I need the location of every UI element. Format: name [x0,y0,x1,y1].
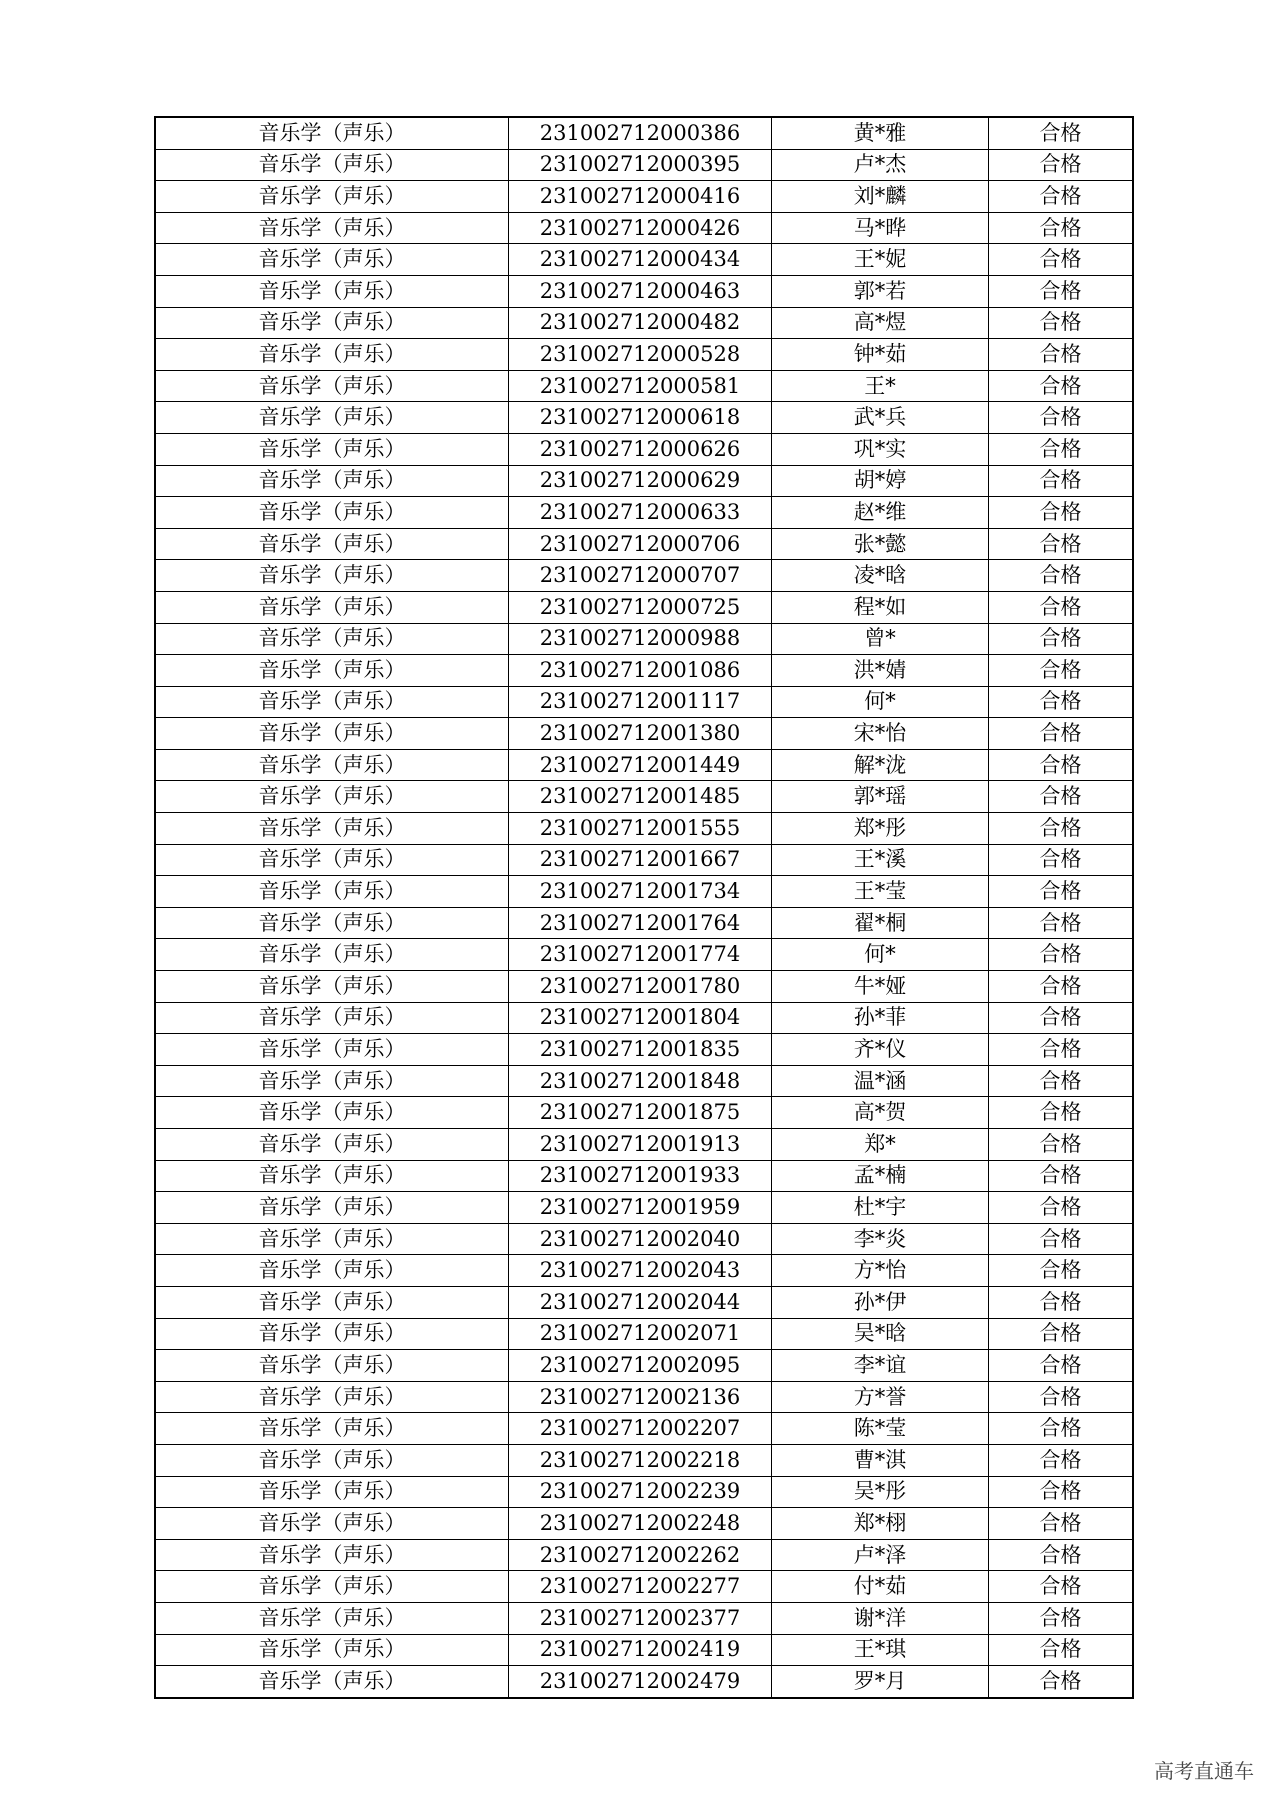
candidate-id-cell: 231002712002277 [509,1571,772,1603]
table-row [155,370,1133,402]
major-cell: 音乐学（声乐） [155,1318,509,1350]
table-row [155,844,1133,876]
table-row [155,1634,1133,1666]
table-row [155,1034,1133,1066]
result-cell: 合格 [989,1476,1134,1508]
table-row [155,1318,1133,1350]
candidate-id-cell: 231002712000988 [509,623,772,655]
candidate-id-cell: 231002712001933 [509,1160,772,1192]
candidate-id-cell: 231002712000725 [509,591,772,623]
table-row [155,1097,1133,1129]
table-row [155,1602,1133,1634]
table-row [155,1571,1133,1603]
result-cell: 合格 [989,212,1134,244]
result-cell: 合格 [989,1413,1134,1445]
major-cell: 音乐学（声乐） [155,149,509,181]
candidate-name-cell: 钟*茹 [772,339,989,371]
result-cell: 合格 [989,749,1134,781]
candidate-name-cell: 罗*月 [772,1666,989,1698]
candidate-name-cell: 谢*洋 [772,1602,989,1634]
candidate-id-cell: 231002712002377 [509,1602,772,1634]
candidate-id-cell: 231002712000463 [509,275,772,307]
table-row [155,781,1133,813]
candidate-id-cell: 231002712000633 [509,497,772,529]
candidate-name-cell: 杜*宇 [772,1192,989,1224]
candidate-name-cell: 解*泷 [772,749,989,781]
result-cell: 合格 [989,1381,1134,1413]
major-cell: 音乐学（声乐） [155,1097,509,1129]
candidate-name-cell: 赵*维 [772,497,989,529]
candidate-id-cell: 231002712000581 [509,370,772,402]
major-cell: 音乐学（声乐） [155,1666,509,1698]
major-cell: 音乐学（声乐） [155,971,509,1003]
candidate-id-cell: 231002712001449 [509,749,772,781]
result-cell: 合格 [989,433,1134,465]
candidate-name-cell: 郑*彤 [772,813,989,845]
result-cell: 合格 [989,465,1134,497]
candidate-id-cell: 231002712001875 [509,1097,772,1129]
candidate-name-cell: 方*誉 [772,1381,989,1413]
candidate-id-cell: 231002712002071 [509,1318,772,1350]
major-cell: 音乐学（声乐） [155,402,509,434]
candidate-name-cell: 王*妮 [772,244,989,276]
candidate-id-cell: 231002712001117 [509,686,772,718]
result-cell: 合格 [989,939,1134,971]
result-cell: 合格 [989,718,1134,750]
table-row [155,402,1133,434]
candidate-name-cell: 王*琪 [772,1634,989,1666]
major-cell: 音乐学（声乐） [155,181,509,213]
table-row [155,907,1133,939]
major-cell: 音乐学（声乐） [155,1508,509,1540]
major-cell: 音乐学（声乐） [155,1413,509,1445]
major-cell: 音乐学（声乐） [155,465,509,497]
result-cell: 合格 [989,813,1134,845]
candidate-name-cell: 郭*瑶 [772,781,989,813]
table-row [155,591,1133,623]
candidate-id-cell: 231002712001835 [509,1034,772,1066]
candidate-name-cell: 牛*娅 [772,971,989,1003]
candidate-name-cell: 洪*婧 [772,655,989,687]
table-row [155,339,1133,371]
candidate-name-cell: 温*涵 [772,1065,989,1097]
candidate-id-cell: 231002712002207 [509,1413,772,1445]
candidate-id-cell: 231002712000416 [509,181,772,213]
candidate-name-cell: 卢*杰 [772,149,989,181]
candidate-name-cell: 何* [772,686,989,718]
result-cell: 合格 [989,1318,1134,1350]
table-row [155,1350,1133,1382]
result-cell: 合格 [989,1160,1134,1192]
candidate-name-cell: 卢*泽 [772,1539,989,1571]
candidate-name-cell: 宋*怡 [772,718,989,750]
candidate-id-cell: 231002712001774 [509,939,772,971]
table-row [155,1539,1133,1571]
table-row [155,1476,1133,1508]
candidate-id-cell: 231002712001804 [509,1002,772,1034]
candidate-name-cell: 刘*麟 [772,181,989,213]
table-row [155,939,1133,971]
candidate-id-cell: 231002712002136 [509,1381,772,1413]
result-cell: 合格 [989,181,1134,213]
result-cell: 合格 [989,781,1134,813]
major-cell: 音乐学（声乐） [155,813,509,845]
major-cell: 音乐学（声乐） [155,1571,509,1603]
candidate-id-cell: 231002712001555 [509,813,772,845]
candidate-id-cell: 231002712001848 [509,1065,772,1097]
table-row [155,1255,1133,1287]
result-cell: 合格 [989,907,1134,939]
table-row [155,813,1133,845]
table-row [155,244,1133,276]
result-cell: 合格 [989,1508,1134,1540]
major-cell: 音乐学（声乐） [155,655,509,687]
result-cell: 合格 [989,1634,1134,1666]
candidate-name-cell: 曾* [772,623,989,655]
candidate-id-cell: 231002712001764 [509,907,772,939]
candidate-name-cell: 郑*栩 [772,1508,989,1540]
candidate-id-cell: 231002712002044 [509,1286,772,1318]
table-row [155,1129,1133,1161]
result-cell: 合格 [989,560,1134,592]
table-row [155,749,1133,781]
major-cell: 音乐学（声乐） [155,1129,509,1161]
result-cell: 合格 [989,1286,1134,1318]
table-row [155,1192,1133,1224]
candidate-name-cell: 何* [772,939,989,971]
major-cell: 音乐学（声乐） [155,307,509,339]
major-cell: 音乐学（声乐） [155,275,509,307]
result-cell: 合格 [989,149,1134,181]
candidate-name-cell: 马*晔 [772,212,989,244]
candidate-name-cell: 孟*楠 [772,1160,989,1192]
major-cell: 音乐学（声乐） [155,1160,509,1192]
candidate-id-cell: 231002712002239 [509,1476,772,1508]
table-row [155,971,1133,1003]
major-cell: 音乐学（声乐） [155,560,509,592]
result-cell: 合格 [989,1444,1134,1476]
candidate-id-cell: 231002712002419 [509,1634,772,1666]
candidate-name-cell: 李*谊 [772,1350,989,1382]
candidate-id-cell: 231002712002043 [509,1255,772,1287]
table-row [155,1160,1133,1192]
major-cell: 音乐学（声乐） [155,1634,509,1666]
candidate-id-cell: 231002712002040 [509,1223,772,1255]
result-cell: 合格 [989,1097,1134,1129]
table-row [155,560,1133,592]
result-cell: 合格 [989,876,1134,908]
result-cell: 合格 [989,844,1134,876]
candidate-name-cell: 曹*淇 [772,1444,989,1476]
major-cell: 音乐学（声乐） [155,1223,509,1255]
table-row [155,623,1133,655]
table-row [155,876,1133,908]
table-row [155,1223,1133,1255]
result-cell: 合格 [989,402,1134,434]
major-cell: 音乐学（声乐） [155,244,509,276]
result-cell: 合格 [989,1065,1134,1097]
result-cell: 合格 [989,497,1134,529]
candidate-name-cell: 胡*婷 [772,465,989,497]
result-cell: 合格 [989,655,1134,687]
table-row [155,465,1133,497]
table-row [155,433,1133,465]
result-cell: 合格 [989,528,1134,560]
major-cell: 音乐学（声乐） [155,1602,509,1634]
result-cell: 合格 [989,1129,1134,1161]
candidate-id-cell: 231002712000707 [509,560,772,592]
candidate-name-cell: 巩*实 [772,433,989,465]
candidate-name-cell: 程*如 [772,591,989,623]
major-cell: 音乐学（声乐） [155,686,509,718]
candidate-name-cell: 孙*菲 [772,1002,989,1034]
table-row [155,1508,1133,1540]
result-cell: 合格 [989,1350,1134,1382]
candidate-name-cell: 高*贺 [772,1097,989,1129]
table-row [155,1065,1133,1097]
table-row [155,212,1133,244]
candidate-id-cell: 231002712002479 [509,1666,772,1698]
table-row [155,686,1133,718]
major-cell: 音乐学（声乐） [155,1476,509,1508]
candidate-id-cell: 231002712000395 [509,149,772,181]
candidate-id-cell: 231002712000482 [509,307,772,339]
major-cell: 音乐学（声乐） [155,749,509,781]
result-cell: 合格 [989,339,1134,371]
watermark: 高考直通车 [1154,1759,1254,1783]
candidate-name-cell: 凌*晗 [772,560,989,592]
major-cell: 音乐学（声乐） [155,591,509,623]
result-cell: 合格 [989,686,1134,718]
result-cell: 合格 [989,1666,1134,1698]
candidate-name-cell: 高*煜 [772,307,989,339]
candidate-name-cell: 齐*仪 [772,1034,989,1066]
result-cell: 合格 [989,370,1134,402]
candidate-id-cell: 231002712001913 [509,1129,772,1161]
table-row [155,655,1133,687]
major-cell: 音乐学（声乐） [155,876,509,908]
candidate-id-cell: 231002712000386 [509,117,772,149]
candidate-id-cell: 231002712002262 [509,1539,772,1571]
candidate-name-cell: 王*溪 [772,844,989,876]
table-row [155,117,1133,149]
table-row [155,497,1133,529]
candidate-id-cell: 231002712001485 [509,781,772,813]
major-cell: 音乐学（声乐） [155,1444,509,1476]
result-cell: 合格 [989,1539,1134,1571]
candidate-id-cell: 231002712000528 [509,339,772,371]
candidate-name-cell: 付*茹 [772,1571,989,1603]
major-cell: 音乐学（声乐） [155,1065,509,1097]
major-cell: 音乐学（声乐） [155,1002,509,1034]
major-cell: 音乐学（声乐） [155,1286,509,1318]
major-cell: 音乐学（声乐） [155,339,509,371]
candidate-name-cell: 吴*彤 [772,1476,989,1508]
result-cell: 合格 [989,623,1134,655]
result-cell: 合格 [989,1002,1134,1034]
result-cell: 合格 [989,244,1134,276]
results-table [154,116,1134,1699]
major-cell: 音乐学（声乐） [155,939,509,971]
candidate-name-cell: 郑* [772,1129,989,1161]
result-cell: 合格 [989,307,1134,339]
candidate-id-cell: 231002712000434 [509,244,772,276]
candidate-id-cell: 231002712000426 [509,212,772,244]
candidate-id-cell: 231002712000629 [509,465,772,497]
candidate-name-cell: 王* [772,370,989,402]
major-cell: 音乐学（声乐） [155,370,509,402]
result-cell: 合格 [989,971,1134,1003]
major-cell: 音乐学（声乐） [155,781,509,813]
result-cell: 合格 [989,1255,1134,1287]
candidate-id-cell: 231002712001959 [509,1192,772,1224]
major-cell: 音乐学（声乐） [155,117,509,149]
table-row [155,1666,1133,1698]
candidate-id-cell: 231002712000618 [509,402,772,434]
major-cell: 音乐学（声乐） [155,844,509,876]
candidate-id-cell: 231002712001780 [509,971,772,1003]
candidate-name-cell: 方*怡 [772,1255,989,1287]
table-row [155,1002,1133,1034]
candidate-name-cell: 陈*莹 [772,1413,989,1445]
candidate-id-cell: 231002712001667 [509,844,772,876]
candidate-name-cell: 翟*桐 [772,907,989,939]
major-cell: 音乐学（声乐） [155,1255,509,1287]
major-cell: 音乐学（声乐） [155,497,509,529]
candidate-name-cell: 张*懿 [772,528,989,560]
table-row [155,181,1133,213]
candidate-name-cell: 武*兵 [772,402,989,434]
major-cell: 音乐学（声乐） [155,1381,509,1413]
table-row [155,718,1133,750]
major-cell: 音乐学（声乐） [155,212,509,244]
major-cell: 音乐学（声乐） [155,1539,509,1571]
major-cell: 音乐学（声乐） [155,907,509,939]
result-cell: 合格 [989,1602,1134,1634]
major-cell: 音乐学（声乐） [155,623,509,655]
table-row [155,528,1133,560]
results-table-body [155,117,1133,1698]
candidate-id-cell: 231002712000706 [509,528,772,560]
candidate-id-cell: 231002712002248 [509,1508,772,1540]
candidate-id-cell: 231002712002218 [509,1444,772,1476]
table-row [155,1286,1133,1318]
table-row [155,275,1133,307]
major-cell: 音乐学（声乐） [155,1034,509,1066]
result-cell: 合格 [989,1034,1134,1066]
major-cell: 音乐学（声乐） [155,718,509,750]
result-cell: 合格 [989,1192,1134,1224]
candidate-id-cell: 231002712000626 [509,433,772,465]
result-cell: 合格 [989,1223,1134,1255]
candidate-name-cell: 郭*若 [772,275,989,307]
major-cell: 音乐学（声乐） [155,433,509,465]
major-cell: 音乐学（声乐） [155,1192,509,1224]
table-row [155,1381,1133,1413]
candidate-id-cell: 231002712002095 [509,1350,772,1382]
candidate-name-cell: 吴*晗 [772,1318,989,1350]
table-row [155,307,1133,339]
table-row [155,149,1133,181]
result-cell: 合格 [989,591,1134,623]
table-row [155,1413,1133,1445]
table-row [155,1444,1133,1476]
result-cell: 合格 [989,275,1134,307]
candidate-name-cell: 王*莹 [772,876,989,908]
result-cell: 合格 [989,117,1134,149]
candidate-name-cell: 孙*伊 [772,1286,989,1318]
result-cell: 合格 [989,1571,1134,1603]
candidate-name-cell: 黄*雅 [772,117,989,149]
major-cell: 音乐学（声乐） [155,528,509,560]
candidate-id-cell: 231002712001086 [509,655,772,687]
candidate-name-cell: 李*炎 [772,1223,989,1255]
candidate-id-cell: 231002712001734 [509,876,772,908]
candidate-id-cell: 231002712001380 [509,718,772,750]
major-cell: 音乐学（声乐） [155,1350,509,1382]
